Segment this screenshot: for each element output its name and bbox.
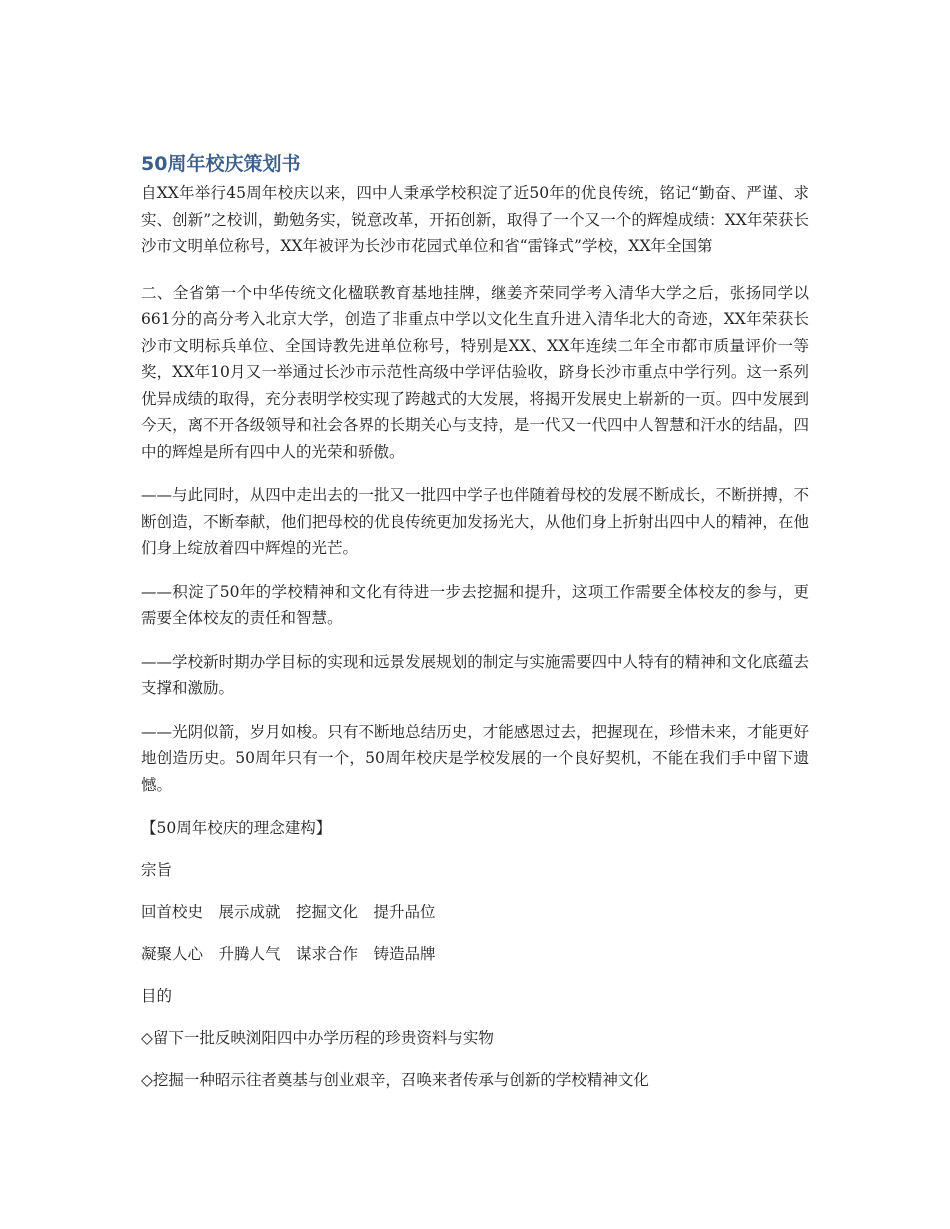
paragraph-alumni: ——与此同时，从四中走出去的一批又一批四中学子也伴随着母校的发展不断成长，不断拼搏，不断创造，不断奉献，他们把母校的优良传统更加发扬光大，从他们身上折射出四中人的精神，在他们身上绽放着四中辉煌的光芒。 [141, 486, 809, 557]
document-page [141, 150, 809, 1109]
purpose-line: 回首校史 展示成就 挖掘文化 提升品位 [141, 903, 436, 921]
paragraph-history: ——光阴似箭，岁月如梭。只有不断地总结历史，才能感恩过去，把握现在，珍惜未来，才能更好地创造历史。50周年只有一个，50周年校庆是学校发展的一个良好契机，不能在我们手中留下遗憾。 [141, 722, 809, 794]
paragraph-culture: ——积淀了50年的学校精神和文化有待进一步去挖掘和提升，这项工作需要全体校友的参与，更需要全体校友的责任和智慧。 [141, 582, 809, 627]
goal-item: ◇留下一批反映浏阳四中办学历程的珍贵资料与实物 [141, 1029, 494, 1047]
section-heading: 【50周年校庆的理念建构】 [141, 819, 332, 837]
purpose-label: 宗旨 [141, 861, 173, 879]
purpose-line: 凝聚人心 升腾人气 谋求合作 铸造品牌 [141, 945, 436, 963]
document-title: 50周年校庆策划书 [141, 153, 301, 175]
paragraph-achievements: 二、全省第一个中华传统文化楹联教育基地挂牌，继姜齐荣同学考入清华大学之后，张扬同学以661分的高分考入北京大学，创造了非重点中学以文化生直升进入清华北大的奇迹，XX年荣获长沙市文明标兵单位、全国诗教先进单位称号，特别是XX、XX年连续二年全市都市质量评价一等奖，XX年10月又一举通过长沙市示范性高级中学评估验收，跻身长沙市重点中学行列。这一系列优异成绩的取得，充分表明学校实现了跨越式的大发展，将揭开发展史上崭新的一页。四中发展到今天，离不开各级领导和社会各界的长期关心与支持，是一代又一代四中人智慧和汗水的结晶，四中的辉煌是所有四中人的光荣和骄傲。 [141, 283, 809, 461]
goal-item: ◇挖掘一种昭示往者奠基与创业艰辛，召唤来者传承与创新的学校精神文化 [141, 1071, 649, 1089]
goal-label: 目的 [141, 987, 173, 1005]
paragraph-goals: ——学校新时期办学目标的实现和远景发展规划的制定与实施需要四中人特有的精神和文化底蕴去支撑和激励。 [141, 652, 809, 697]
paragraph-intro: 自XX年举行45周年校庆以来，四中人秉承学校积淀了近50年的优良传统，铭记“勤奋、严谨、求实、创新”之校训，勤勉务实，锐意改革，开拓创新，取得了一个又一个的辉煌成绩：XX年荣获长沙市文明单位称号，XX年被评为长沙市花园式单位和省“雷锋式”学校，XX年全国第 [141, 184, 809, 255]
